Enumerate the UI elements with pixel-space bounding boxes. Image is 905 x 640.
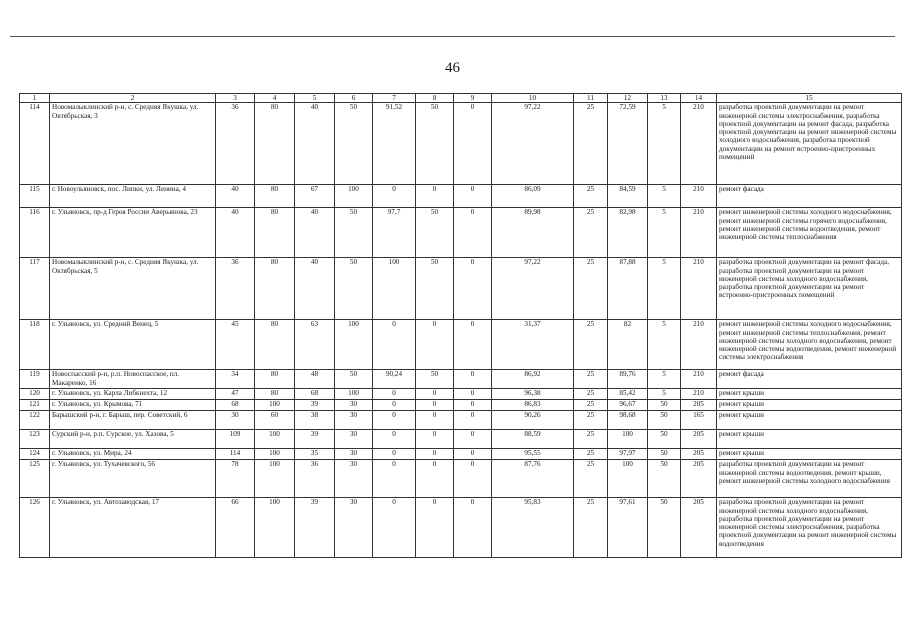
value-cell-c5: 39 xyxy=(295,400,335,411)
value-cell-c11: 25 xyxy=(574,103,608,185)
value-cell-c3: 36 xyxy=(216,258,255,320)
value-cell-c5: 39 xyxy=(295,430,335,449)
value-cell-c6: 50 xyxy=(335,103,373,185)
value-cell-c5: 68 xyxy=(295,389,335,400)
value-cell-c8: 50 xyxy=(416,258,454,320)
value-cell-c4: 80 xyxy=(255,103,295,185)
value-cell-c9: 0 xyxy=(454,185,492,208)
value-cell-c7: 0 xyxy=(373,460,416,498)
address-cell: Новоспасский р-н, р.п. Новоспасское, пл. Макаренко, 16 xyxy=(50,370,216,389)
value-cell-c7: 90,24 xyxy=(373,370,416,389)
work-description-cell: ремонт фасада xyxy=(717,185,902,208)
table-row xyxy=(20,258,902,320)
value-cell-c11: 25 xyxy=(574,449,608,460)
row-number-cell: 119 xyxy=(20,370,50,389)
address-cell: Новомалыклинский р-н, с. Средняя Якушка, ул. Октябрьская, 3 xyxy=(50,103,216,185)
value-cell-c11: 25 xyxy=(574,258,608,320)
value-cell-c8: 50 xyxy=(416,103,454,185)
value-cell-c6: 100 xyxy=(335,320,373,370)
value-cell-c12: 85,42 xyxy=(608,389,648,400)
value-cell-c4: 60 xyxy=(255,411,295,430)
table-row xyxy=(20,103,902,185)
table-row xyxy=(20,498,902,558)
value-cell-c6: 100 xyxy=(335,389,373,400)
value-cell-c8: 0 xyxy=(416,460,454,498)
value-cell-c9: 0 xyxy=(454,370,492,389)
table-row xyxy=(20,185,902,208)
address-cell: г. Новоульяновск, пос. Липки, ул. Ленина, 4 xyxy=(50,185,216,208)
value-cell-c8: 0 xyxy=(416,389,454,400)
work-description-cell: ремонт инженерной системы холодного водоснабжения, ремонт инженерной системы горячего водоснабжения, ремонт инженерной системы водоотведения, ремонт инженерной системы теплоснабжения xyxy=(717,208,902,258)
value-cell-c13: 5 xyxy=(648,389,681,400)
value-cell-c12: 82,98 xyxy=(608,208,648,258)
col-header: 7 xyxy=(373,94,416,103)
value-cell-c6: 30 xyxy=(335,498,373,558)
value-cell-c7: 0 xyxy=(373,498,416,558)
work-description-cell: ремонт крыши xyxy=(717,389,902,400)
value-cell-c4: 100 xyxy=(255,400,295,411)
value-cell-c9: 0 xyxy=(454,411,492,430)
value-cell-c7: 100 xyxy=(373,258,416,320)
value-cell-c4: 80 xyxy=(255,185,295,208)
col-header: 13 xyxy=(648,94,681,103)
value-cell-c10: 97,22 xyxy=(492,258,574,320)
work-description-cell: ремонт фасада xyxy=(717,370,902,389)
value-cell-c7: 0 xyxy=(373,449,416,460)
value-cell-c9: 0 xyxy=(454,320,492,370)
value-cell-c14: 205 xyxy=(681,430,717,449)
value-cell-c9: 0 xyxy=(454,389,492,400)
value-cell-c4: 80 xyxy=(255,320,295,370)
value-cell-c3: 45 xyxy=(216,320,255,370)
value-cell-c3: 66 xyxy=(216,498,255,558)
value-cell-c11: 25 xyxy=(574,389,608,400)
work-description-cell: ремонт крыши xyxy=(717,411,902,430)
value-cell-c6: 30 xyxy=(335,449,373,460)
value-cell-c10: 97,22 xyxy=(492,103,574,185)
data-table xyxy=(19,93,902,558)
value-cell-c6: 30 xyxy=(335,460,373,498)
value-cell-c8: 0 xyxy=(416,411,454,430)
value-cell-c14: 210 xyxy=(681,208,717,258)
table-row xyxy=(20,411,902,430)
value-cell-c6: 50 xyxy=(335,258,373,320)
value-cell-c9: 0 xyxy=(454,460,492,498)
value-cell-c14: 210 xyxy=(681,258,717,320)
work-description-cell: разработка проектной документации на ремонт инженерной системы водоотведения, ремонт крыши, ремонт инженерной системы холодного водоснабжения xyxy=(717,460,902,498)
value-cell-c5: 36 xyxy=(295,460,335,498)
value-cell-c14: 205 xyxy=(681,460,717,498)
value-cell-c9: 0 xyxy=(454,258,492,320)
address-cell: г. Ульяновск, ул. Карла Либкнехта, 12 xyxy=(50,389,216,400)
value-cell-c4: 100 xyxy=(255,460,295,498)
value-cell-c3: 40 xyxy=(216,208,255,258)
top-rule xyxy=(10,36,895,37)
value-cell-c8: 50 xyxy=(416,208,454,258)
address-cell: г. Ульяновск, ул. Мира, 24 xyxy=(50,449,216,460)
value-cell-c7: 0 xyxy=(373,400,416,411)
value-cell-c14: 205 xyxy=(681,449,717,460)
value-cell-c13: 5 xyxy=(648,103,681,185)
address-cell: г. Ульяновск, пр-д Героя России Аверьянова, 23 xyxy=(50,208,216,258)
value-cell-c14: 210 xyxy=(681,389,717,400)
value-cell-c9: 0 xyxy=(454,430,492,449)
value-cell-c12: 96,67 xyxy=(608,400,648,411)
value-cell-c4: 80 xyxy=(255,389,295,400)
value-cell-c6: 50 xyxy=(335,370,373,389)
value-cell-c13: 50 xyxy=(648,430,681,449)
value-cell-c10: 88,59 xyxy=(492,430,574,449)
value-cell-c3: 36 xyxy=(216,103,255,185)
value-cell-c8: 0 xyxy=(416,320,454,370)
value-cell-c10: 86,83 xyxy=(492,400,574,411)
value-cell-c14: 205 xyxy=(681,498,717,558)
value-cell-c11: 25 xyxy=(574,411,608,430)
table-row xyxy=(20,208,902,258)
work-description-cell: разработка проектной документации на ремонт инженерной системы холодного водоснабжения, разработка проектной документации на ремонт инженерной системы электроснабжения, разработка проектной документации на ремонт инженерной системы водоотведения xyxy=(717,498,902,558)
value-cell-c4: 100 xyxy=(255,430,295,449)
value-cell-c9: 0 xyxy=(454,449,492,460)
header-row xyxy=(20,94,902,103)
value-cell-c3: 78 xyxy=(216,460,255,498)
value-cell-c11: 25 xyxy=(574,185,608,208)
address-cell: г. Ульяновск, ул. Автозаводская, 17 xyxy=(50,498,216,558)
row-number-cell: 116 xyxy=(20,208,50,258)
address-cell: г. Ульяновск, ул. Средний Венец, 5 xyxy=(50,320,216,370)
value-cell-c10: 95,83 xyxy=(492,498,574,558)
value-cell-c6: 50 xyxy=(335,208,373,258)
value-cell-c9: 0 xyxy=(454,103,492,185)
col-header: 1 xyxy=(20,94,50,103)
value-cell-c12: 97,61 xyxy=(608,498,648,558)
value-cell-c12: 100 xyxy=(608,460,648,498)
table-row xyxy=(20,370,902,389)
value-cell-c12: 100 xyxy=(608,430,648,449)
work-description-cell: ремонт крыши xyxy=(717,400,902,411)
row-number-cell: 122 xyxy=(20,411,50,430)
value-cell-c5: 39 xyxy=(295,498,335,558)
value-cell-c13: 50 xyxy=(648,449,681,460)
value-cell-c10: 89,98 xyxy=(492,208,574,258)
value-cell-c14: 210 xyxy=(681,103,717,185)
col-header: 9 xyxy=(454,94,492,103)
value-cell-c13: 5 xyxy=(648,185,681,208)
value-cell-c12: 89,76 xyxy=(608,370,648,389)
row-number-cell: 120 xyxy=(20,389,50,400)
value-cell-c10: 86,09 xyxy=(492,185,574,208)
value-cell-c12: 84,59 xyxy=(608,185,648,208)
address-cell: Новомалыклинский р-н, с. Средняя Якушка, ул. Октябрьская, 5 xyxy=(50,258,216,320)
value-cell-c13: 50 xyxy=(648,400,681,411)
value-cell-c4: 100 xyxy=(255,498,295,558)
col-header: 11 xyxy=(574,94,608,103)
value-cell-c3: 68 xyxy=(216,400,255,411)
col-header: 14 xyxy=(681,94,717,103)
value-cell-c11: 25 xyxy=(574,400,608,411)
table-row xyxy=(20,430,902,449)
value-cell-c13: 5 xyxy=(648,258,681,320)
value-cell-c14: 210 xyxy=(681,320,717,370)
value-cell-c9: 0 xyxy=(454,208,492,258)
value-cell-c9: 0 xyxy=(454,400,492,411)
address-cell: Сурский р-н, р.п. Сурское, ул. Хазова, 5 xyxy=(50,430,216,449)
value-cell-c3: 47 xyxy=(216,389,255,400)
value-cell-c3: 34 xyxy=(216,370,255,389)
address-cell: г. Ульяновск, ул. Крымова, 71 xyxy=(50,400,216,411)
value-cell-c13: 5 xyxy=(648,208,681,258)
value-cell-c8: 0 xyxy=(416,498,454,558)
row-number-cell: 114 xyxy=(20,103,50,185)
value-cell-c3: 109 xyxy=(216,430,255,449)
value-cell-c4: 80 xyxy=(255,208,295,258)
value-cell-c8: 0 xyxy=(416,400,454,411)
value-cell-c13: 50 xyxy=(648,460,681,498)
value-cell-c7: 0 xyxy=(373,320,416,370)
table-row xyxy=(20,320,902,370)
value-cell-c5: 67 xyxy=(295,185,335,208)
table-row xyxy=(20,449,902,460)
value-cell-c13: 5 xyxy=(648,370,681,389)
value-cell-c14: 205 xyxy=(681,400,717,411)
value-cell-c6: 30 xyxy=(335,400,373,411)
col-header: 3 xyxy=(216,94,255,103)
value-cell-c11: 25 xyxy=(574,370,608,389)
col-header: 4 xyxy=(255,94,295,103)
value-cell-c11: 25 xyxy=(574,320,608,370)
value-cell-c4: 100 xyxy=(255,449,295,460)
value-cell-c12: 72,59 xyxy=(608,103,648,185)
table-row xyxy=(20,389,902,400)
row-number-cell: 126 xyxy=(20,498,50,558)
value-cell-c7: 0 xyxy=(373,430,416,449)
value-cell-c12: 82 xyxy=(608,320,648,370)
value-cell-c13: 5 xyxy=(648,320,681,370)
col-header: 15 xyxy=(717,94,902,103)
value-cell-c5: 48 xyxy=(295,370,335,389)
col-header: 12 xyxy=(608,94,648,103)
value-cell-c11: 25 xyxy=(574,460,608,498)
value-cell-c5: 35 xyxy=(295,449,335,460)
row-number-cell: 124 xyxy=(20,449,50,460)
value-cell-c8: 0 xyxy=(416,185,454,208)
value-cell-c5: 40 xyxy=(295,103,335,185)
value-cell-c11: 25 xyxy=(574,208,608,258)
row-number-cell: 123 xyxy=(20,430,50,449)
value-cell-c12: 97,97 xyxy=(608,449,648,460)
value-cell-c14: 165 xyxy=(681,411,717,430)
value-cell-c6: 100 xyxy=(335,185,373,208)
page-number: 46 xyxy=(445,60,460,76)
value-cell-c5: 38 xyxy=(295,411,335,430)
value-cell-c7: 91,52 xyxy=(373,103,416,185)
work-description-cell: ремонт крыши xyxy=(717,430,902,449)
address-cell: г. Ульяновск, ул. Тухачевского, 56 xyxy=(50,460,216,498)
row-number-cell: 118 xyxy=(20,320,50,370)
row-number-cell: 121 xyxy=(20,400,50,411)
value-cell-c10: 86,92 xyxy=(492,370,574,389)
address-cell: Барышский р-н, г. Барыш, пер. Советский, 6 xyxy=(50,411,216,430)
value-cell-c14: 210 xyxy=(681,370,717,389)
row-number-cell: 117 xyxy=(20,258,50,320)
value-cell-c13: 50 xyxy=(648,498,681,558)
value-cell-c8: 0 xyxy=(416,449,454,460)
value-cell-c4: 80 xyxy=(255,258,295,320)
table-row xyxy=(20,400,902,411)
value-cell-c12: 87,88 xyxy=(608,258,648,320)
value-cell-c14: 210 xyxy=(681,185,717,208)
col-header: 10 xyxy=(492,94,574,103)
value-cell-c7: 97,7 xyxy=(373,208,416,258)
value-cell-c6: 30 xyxy=(335,411,373,430)
value-cell-c10: 95,55 xyxy=(492,449,574,460)
value-cell-c6: 30 xyxy=(335,430,373,449)
work-description-cell: разработка проектной документации на ремонт фасада, разработка проектной документации на ремонт инженерной системы холодного водоснабжения, разработка проектной документации на ремонт встроенно-пристроенных помещений xyxy=(717,258,902,320)
table-row xyxy=(20,460,902,498)
value-cell-c5: 40 xyxy=(295,208,335,258)
value-cell-c10: 87,76 xyxy=(492,460,574,498)
value-cell-c10: 96,38 xyxy=(492,389,574,400)
value-cell-c7: 0 xyxy=(373,411,416,430)
col-header: 5 xyxy=(295,94,335,103)
work-description-cell: ремонт крыши xyxy=(717,449,902,460)
value-cell-c5: 63 xyxy=(295,320,335,370)
value-cell-c8: 0 xyxy=(416,430,454,449)
row-number-cell: 115 xyxy=(20,185,50,208)
value-cell-c9: 0 xyxy=(454,498,492,558)
value-cell-c4: 80 xyxy=(255,370,295,389)
work-description-cell: ремонт инженерной системы холодного водоснабжения, ремонт инженерной системы теплоснабжения, ремонт инженерной системы холодного водоснабжения, ремонт инженерной системы водоотведения, ремонт инженерной системы электроснабжения xyxy=(717,320,902,370)
value-cell-c7: 0 xyxy=(373,389,416,400)
value-cell-c13: 50 xyxy=(648,411,681,430)
value-cell-c11: 25 xyxy=(574,498,608,558)
value-cell-c3: 30 xyxy=(216,411,255,430)
work-description-cell: разработка проектной документации на ремонт инженерной системы электроснабжения, разработка проектной документации на ремонт фасада, разработка проектной документации на ремонт инженерной системы холодного водоснабжения, разработка проектной документации на ремонт встроенно-пристроенных помещений xyxy=(717,103,902,185)
col-header: 6 xyxy=(335,94,373,103)
value-cell-c11: 25 xyxy=(574,430,608,449)
value-cell-c10: 31,37 xyxy=(492,320,574,370)
value-cell-c7: 0 xyxy=(373,185,416,208)
row-number-cell: 125 xyxy=(20,460,50,498)
value-cell-c8: 50 xyxy=(416,370,454,389)
value-cell-c3: 114 xyxy=(216,449,255,460)
col-header: 2 xyxy=(50,94,216,103)
value-cell-c5: 40 xyxy=(295,258,335,320)
value-cell-c12: 98,68 xyxy=(608,411,648,430)
value-cell-c3: 40 xyxy=(216,185,255,208)
value-cell-c10: 90,26 xyxy=(492,411,574,430)
col-header: 8 xyxy=(416,94,454,103)
